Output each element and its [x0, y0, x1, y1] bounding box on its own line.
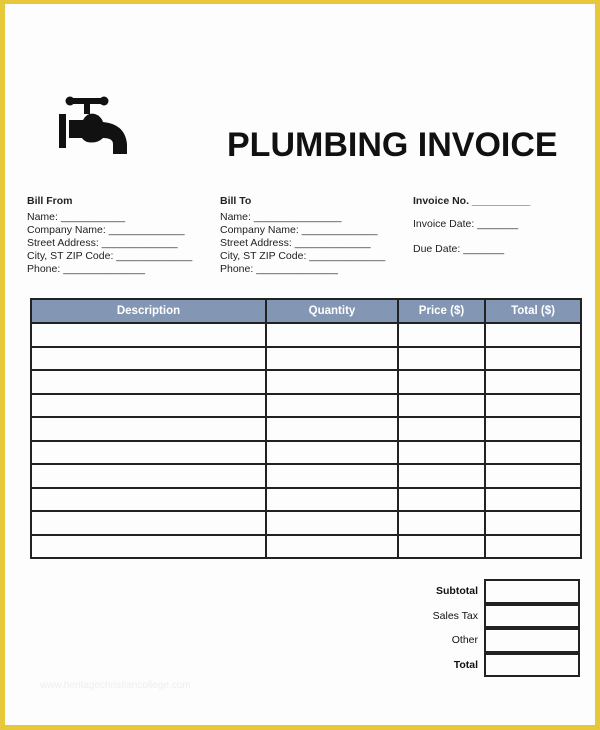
bill-from-company: Company Name: _____________	[27, 224, 185, 236]
description-cell[interactable]	[31, 488, 266, 512]
total-cell[interactable]	[485, 488, 581, 512]
bill-from-section	[27, 195, 192, 276]
quantity-cell[interactable]	[266, 323, 398, 347]
bill-to-name: Name: _______________	[220, 211, 342, 223]
description-cell[interactable]	[31, 347, 266, 371]
total-cell[interactable]	[485, 323, 581, 347]
total-cell[interactable]	[485, 511, 581, 535]
table-row	[31, 394, 581, 418]
table-row	[31, 323, 581, 347]
totals-label: Subtotal	[436, 585, 478, 597]
total-cell[interactable]	[485, 370, 581, 394]
bill-to-company: Company Name: _____________	[220, 224, 378, 236]
quantity-cell[interactable]	[266, 488, 398, 512]
price-cell[interactable]	[398, 323, 485, 347]
table-row	[31, 370, 581, 394]
quantity-cell[interactable]	[266, 370, 398, 394]
bill-to-section	[220, 195, 385, 276]
header-quantity: Quantity	[266, 299, 398, 323]
bill-from-city: City, ST ZIP Code: _____________	[27, 250, 193, 262]
total-cell[interactable]	[485, 441, 581, 465]
table-row	[31, 441, 581, 465]
quantity-cell[interactable]	[266, 417, 398, 441]
price-cell[interactable]	[398, 464, 485, 488]
bill-from-phone: Phone: ______________	[27, 263, 145, 275]
price-cell[interactable]	[398, 535, 485, 559]
quantity-cell[interactable]	[266, 535, 398, 559]
table-header-row	[31, 299, 581, 323]
watermark: www.heritagechristiancollege.com	[40, 680, 191, 691]
total-cell[interactable]	[485, 394, 581, 418]
invoice-date: Invoice Date: _______	[413, 218, 519, 230]
total-cell[interactable]	[485, 535, 581, 559]
quantity-cell[interactable]	[266, 511, 398, 535]
table-row	[31, 347, 581, 371]
price-cell[interactable]	[398, 441, 485, 465]
quantity-cell[interactable]	[266, 347, 398, 371]
header-price: Price ($)	[398, 299, 485, 323]
description-cell[interactable]	[31, 535, 266, 559]
bill-from-heading: Bill From	[27, 195, 73, 207]
price-cell[interactable]	[398, 347, 485, 371]
bill-from-street: Street Address: _____________	[27, 237, 178, 249]
price-cell[interactable]	[398, 370, 485, 394]
bill-to-city: City, ST ZIP Code: _____________	[220, 250, 386, 262]
bill-to-street: Street Address: _____________	[220, 237, 371, 249]
description-cell[interactable]	[31, 323, 266, 347]
price-cell[interactable]	[398, 394, 485, 418]
line-items-table	[30, 298, 582, 559]
description-cell[interactable]	[31, 394, 266, 418]
totals-label: Total	[453, 658, 478, 671]
totals-label: Sales Tax	[432, 609, 478, 622]
table-row	[31, 488, 581, 512]
totals-label: Other	[451, 634, 478, 646]
quantity-cell[interactable]	[266, 394, 398, 418]
bill-from-name: Name: ___________	[27, 211, 126, 223]
total-cell[interactable]	[485, 417, 581, 441]
table-row	[31, 464, 581, 488]
quantity-cell[interactable]	[266, 464, 398, 488]
page-title: PLUMBING INVOICE	[227, 126, 558, 164]
table-row	[31, 535, 581, 559]
price-cell[interactable]	[398, 488, 485, 512]
bill-to-phone: Phone: ______________	[220, 263, 338, 275]
invoice-info-section	[413, 195, 530, 256]
total-cell[interactable]	[485, 347, 581, 371]
description-cell[interactable]	[31, 417, 266, 441]
totals-value-cell[interactable]	[484, 653, 580, 678]
totals-value-cell[interactable]	[484, 628, 580, 653]
total-cell[interactable]	[485, 464, 581, 488]
totals-value-cell[interactable]	[484, 604, 580, 629]
header-total: Total ($)	[485, 299, 581, 323]
due-date: Due Date: _______	[413, 243, 505, 255]
price-cell[interactable]	[398, 417, 485, 441]
table-row	[31, 511, 581, 535]
table-row	[31, 417, 581, 441]
bill-to-heading: Bill To	[220, 195, 252, 207]
faucet-icon	[57, 92, 133, 156]
description-cell[interactable]	[31, 441, 266, 465]
totals-value-cell[interactable]	[484, 579, 580, 604]
quantity-cell[interactable]	[266, 441, 398, 465]
price-cell[interactable]	[398, 511, 485, 535]
header-description: Description	[31, 299, 266, 323]
description-cell[interactable]	[31, 464, 266, 488]
description-cell[interactable]	[31, 511, 266, 535]
description-cell[interactable]	[31, 370, 266, 394]
invoice-number: Invoice No. __________	[413, 195, 531, 207]
